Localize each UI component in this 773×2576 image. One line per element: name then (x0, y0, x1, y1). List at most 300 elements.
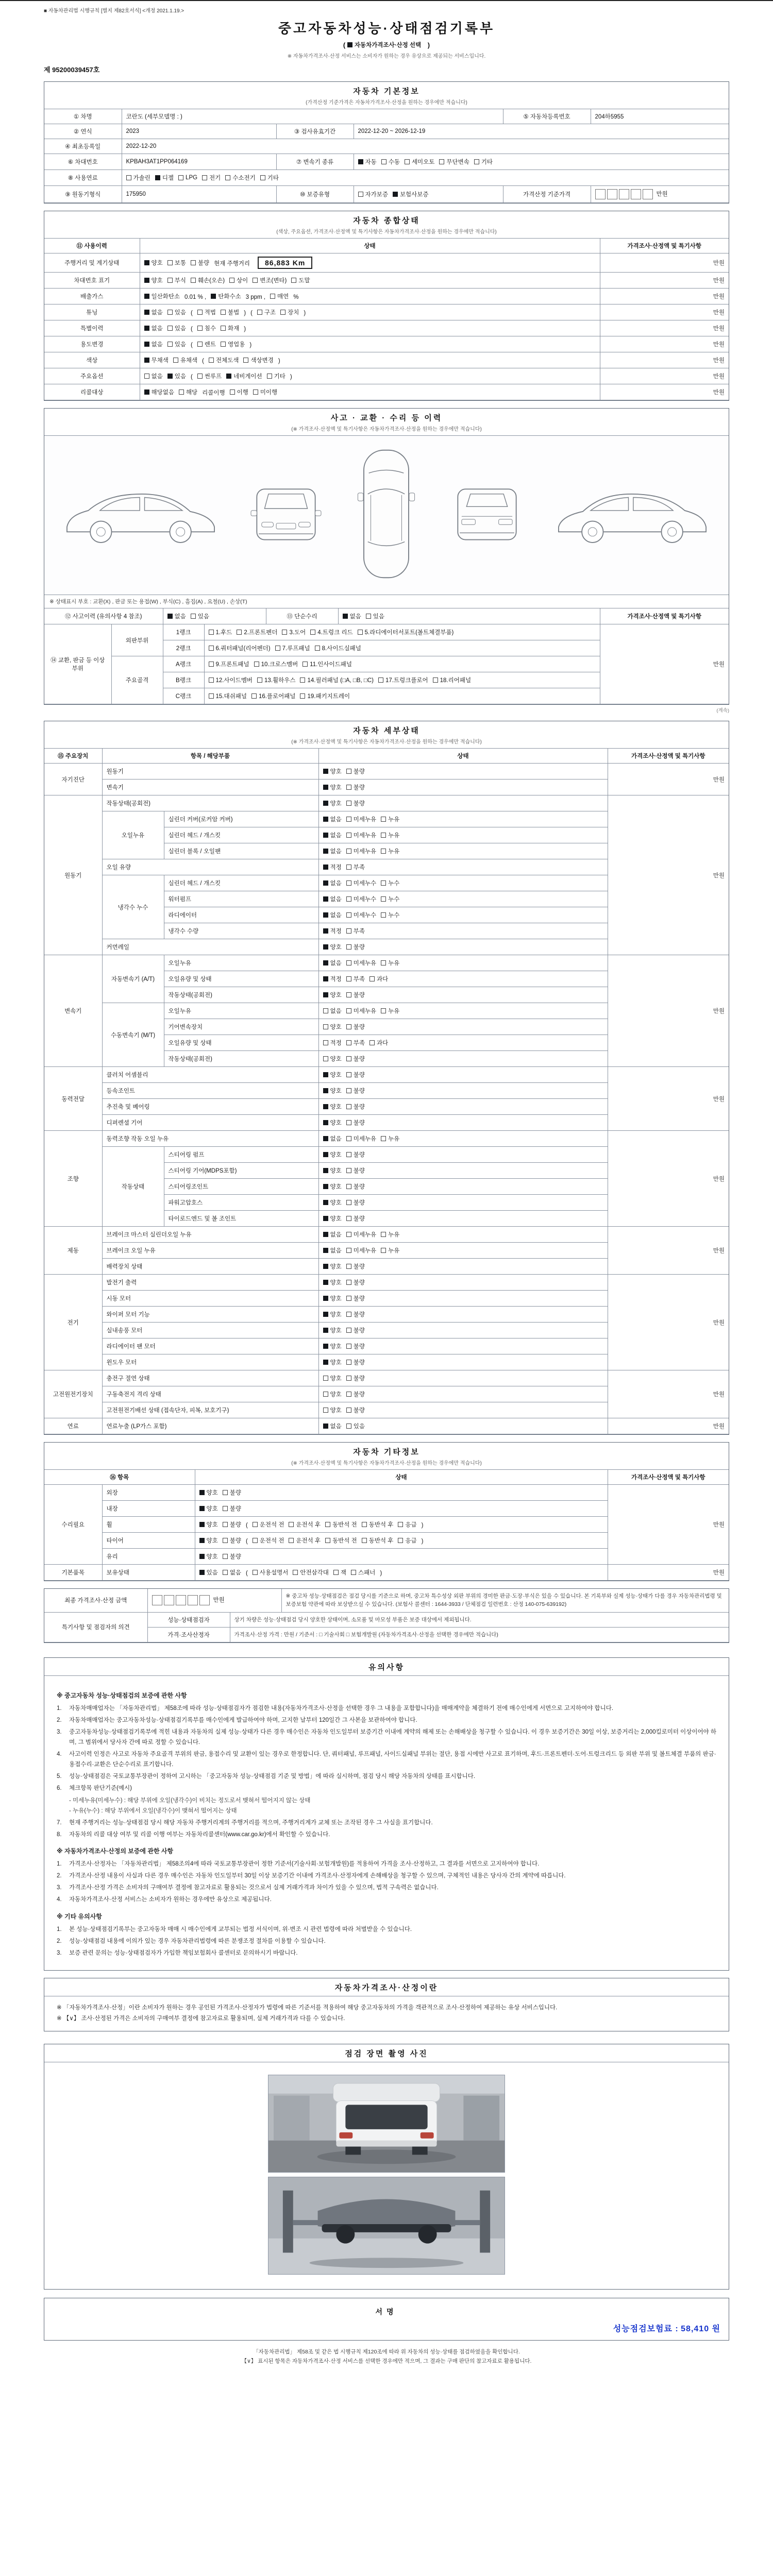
checkbox-option[interactable] (323, 991, 342, 999)
checkbox-option[interactable] (433, 676, 471, 684)
checkbox-option[interactable] (346, 1246, 376, 1255)
checkbox-option[interactable] (199, 1552, 218, 1561)
checkbox-option[interactable] (197, 324, 216, 332)
checkbox-option[interactable] (346, 847, 376, 855)
checkbox-option[interactable] (267, 372, 285, 380)
checkbox-option[interactable] (381, 1007, 399, 1015)
checkbox-option[interactable] (211, 292, 241, 300)
part-label: 브레이크 마스터 실린더오일 누유 (102, 1227, 318, 1243)
status-text: 리콜이행 (202, 390, 225, 396)
checkbox-option[interactable] (199, 1504, 218, 1513)
checkbox-option[interactable] (323, 1214, 342, 1223)
checkbox-option[interactable] (346, 1071, 365, 1079)
rank-label: 1랭크 (163, 624, 204, 640)
checkbox-option[interactable] (323, 1150, 342, 1159)
checkbox-option[interactable] (223, 1552, 241, 1561)
checkbox-option[interactable] (398, 1536, 416, 1545)
checkbox-option[interactable] (346, 959, 376, 967)
checkbox-option[interactable] (351, 1568, 375, 1577)
checkbox-option[interactable] (381, 895, 399, 903)
checkbox-option[interactable] (144, 372, 163, 380)
checkbox-option[interactable] (346, 815, 376, 823)
checkbox-option[interactable] (191, 612, 209, 620)
inspection-photo-underbody-lift (268, 2177, 505, 2275)
checkbox-option[interactable] (323, 1246, 342, 1255)
checkbox-option[interactable] (221, 340, 245, 348)
checkbox-option[interactable] (381, 847, 399, 855)
checkbox-option[interactable] (144, 356, 169, 364)
checkbox-label: 해당 (186, 389, 198, 396)
checkbox-option[interactable] (226, 372, 262, 380)
price-digit-box (643, 189, 653, 199)
checkbox-option[interactable] (378, 676, 428, 684)
checkbox-option[interactable] (243, 356, 273, 364)
checkbox-option[interactable] (323, 1007, 342, 1015)
notice-item-number: 2. (57, 1938, 62, 1944)
checkbox-option[interactable] (173, 356, 197, 364)
status-text: 0.01 % , (184, 294, 207, 300)
price-survey-select-checkbox[interactable] (347, 41, 421, 49)
checkbox-option[interactable] (199, 1536, 218, 1545)
checkbox-option[interactable] (323, 1055, 342, 1063)
checkbox-option[interactable] (167, 340, 186, 348)
checkbox-icon (346, 1392, 351, 1397)
signature-box[interactable] (44, 2298, 729, 2341)
checkbox-option[interactable] (144, 292, 180, 300)
checkbox-option[interactable] (346, 879, 376, 887)
checkbox-option[interactable] (144, 340, 163, 348)
checkbox-option[interactable] (381, 879, 399, 887)
checkbox-option[interactable] (381, 1246, 399, 1255)
checkbox-option[interactable] (323, 1422, 342, 1430)
checkbox-option[interactable] (310, 628, 352, 636)
checkbox-option[interactable] (362, 1536, 394, 1545)
checkbox-label: 17.트렁크플로어 (385, 677, 428, 684)
checkbox-option[interactable] (209, 660, 249, 668)
checkbox-option[interactable] (323, 863, 342, 871)
sub-group-label: 작동상태 (102, 1147, 164, 1227)
checkbox-option[interactable] (191, 259, 209, 267)
checkbox-option[interactable] (346, 1118, 365, 1127)
checkbox-label: 부족 (353, 865, 365, 871)
status-cell (318, 1035, 608, 1051)
checkbox-option[interactable] (253, 388, 277, 396)
checkbox-label: 양호 (206, 1554, 218, 1560)
checkbox-option[interactable] (323, 1230, 342, 1239)
car-top-view-diagram (349, 443, 424, 587)
checkbox-option[interactable] (346, 1087, 365, 1095)
checkbox-icon (381, 833, 386, 838)
checkbox-label: 도말 (298, 278, 310, 284)
checkbox-icon (346, 1136, 351, 1141)
checkbox-label: 없음 (151, 342, 163, 348)
checkbox-icon (346, 928, 351, 934)
checkbox-option[interactable] (346, 1198, 365, 1207)
status-cell (195, 1501, 608, 1517)
checkbox-label: 미세누유 (353, 833, 377, 839)
checkbox-option[interactable] (346, 1103, 365, 1111)
checkbox-label: 불량 (353, 769, 365, 775)
checkbox-option[interactable] (303, 660, 352, 668)
checkbox-icon (381, 880, 386, 886)
checkbox-option[interactable] (346, 783, 365, 791)
checkbox-option[interactable] (369, 1039, 388, 1047)
checkbox-option[interactable] (275, 644, 310, 652)
checkbox-label: 보험사보증 (399, 192, 429, 198)
checkbox-option[interactable] (381, 158, 400, 166)
checkbox-option[interactable] (323, 1358, 342, 1366)
checkbox-icon (243, 358, 248, 363)
checkbox-option[interactable] (199, 1520, 218, 1529)
checkbox-option[interactable] (323, 1039, 342, 1047)
checkbox-option[interactable] (346, 831, 376, 839)
checkbox-option[interactable] (209, 644, 271, 652)
checkbox-option[interactable] (253, 276, 287, 284)
checkbox-option[interactable] (346, 911, 376, 919)
checkbox-option[interactable] (323, 975, 342, 983)
checkbox-option[interactable] (346, 1342, 365, 1350)
checkbox-checked-icon (358, 159, 363, 164)
checkbox-option[interactable] (289, 1536, 321, 1545)
checkbox-option[interactable] (167, 259, 186, 267)
checkbox-option[interactable] (358, 158, 377, 166)
status-cell (318, 1323, 608, 1338)
checkbox-option[interactable] (323, 1406, 342, 1414)
checkbox-option[interactable] (346, 1422, 365, 1430)
checkbox-option[interactable] (346, 767, 365, 775)
status-cell (318, 1243, 608, 1259)
checkbox-option[interactable] (323, 1087, 342, 1095)
checkbox-option[interactable] (346, 1039, 365, 1047)
checkbox-label: 누유 (388, 1136, 400, 1142)
checkbox-option[interactable] (199, 1568, 218, 1577)
checkbox-label: 없음 (151, 374, 163, 380)
checkbox-option[interactable] (325, 1520, 357, 1529)
checkbox-option[interactable] (362, 1520, 394, 1529)
field-label: 배출가스 (44, 289, 140, 304)
checkbox-icon (346, 1104, 351, 1109)
checkbox-option[interactable] (144, 259, 163, 267)
checkbox-option[interactable] (381, 911, 399, 919)
status-cell (318, 971, 608, 987)
status-cell (318, 1115, 608, 1131)
checkbox-option[interactable] (323, 1182, 342, 1191)
checkbox-option[interactable] (323, 911, 342, 919)
status-cell (354, 154, 729, 170)
sub-group-label: 냉각수 누수 (102, 875, 164, 939)
checkbox-icon (346, 944, 351, 950)
notice-item-text: 가격조사·산정자는 「자동차관리법」 제58조의4에 따라 국토교통부장관이 정한 기준서(기술사회·보험개발원)를 적용하여 가격을 조사·산정하고, 그 결과를 서면으로 고지하여야 합니다. (69, 1861, 540, 1868)
checkbox-option[interactable] (167, 308, 186, 316)
checkbox-option[interactable] (209, 692, 247, 700)
checkbox-icon (197, 374, 203, 379)
checkbox-option[interactable] (300, 692, 350, 700)
checkbox-option[interactable] (155, 174, 174, 182)
checkbox-option[interactable] (346, 1182, 365, 1191)
checkbox-label: 불량 (229, 1554, 241, 1560)
checkbox-icon (346, 1312, 351, 1317)
detail-condition-table (44, 749, 729, 1434)
status-cell (140, 336, 600, 352)
checkbox-option[interactable] (323, 1023, 342, 1031)
checkbox-option[interactable] (323, 1390, 342, 1398)
checkbox-option[interactable] (282, 628, 306, 636)
checkbox-option[interactable] (323, 767, 342, 775)
checkbox-option[interactable] (346, 991, 365, 999)
checkbox-label: 양호 (330, 1216, 342, 1222)
checkbox-icon (126, 175, 131, 180)
checkbox-option[interactable] (289, 1520, 321, 1529)
checkbox-option[interactable] (323, 783, 342, 791)
notice-item (57, 1749, 716, 1770)
device-group-label: 변속기 (44, 955, 102, 1067)
checkbox-option[interactable] (300, 676, 374, 684)
checkbox-option[interactable] (126, 174, 150, 182)
checkbox-option[interactable] (346, 1294, 365, 1302)
checkbox-option[interactable] (254, 660, 298, 668)
checkbox-option[interactable] (323, 1342, 342, 1350)
checkbox-option[interactable] (323, 895, 342, 903)
checkbox-option[interactable] (202, 174, 221, 182)
checkbox-option[interactable] (346, 927, 365, 935)
checkbox-option[interactable] (346, 1326, 365, 1334)
device-group-label: 고전원전기장치 (44, 1370, 102, 1418)
checkbox-option[interactable] (323, 799, 342, 807)
price-cell: 만원 (608, 1565, 729, 1581)
checkbox-icon (323, 1392, 328, 1397)
misc-group-label: 기본품목 (44, 1565, 102, 1581)
checkbox-option[interactable] (346, 975, 365, 983)
checkbox-option[interactable] (221, 308, 239, 316)
checkbox-option[interactable] (366, 612, 384, 620)
checkbox-option[interactable] (346, 799, 365, 807)
checkbox-option[interactable] (346, 1374, 365, 1382)
checkbox-option[interactable] (346, 895, 376, 903)
checkbox-option[interactable] (323, 1118, 342, 1127)
checkbox-option[interactable] (346, 943, 365, 951)
checkbox-option[interactable] (323, 1262, 342, 1270)
checkbox-label: 없음 (229, 1570, 241, 1576)
field-label: 특기사항 및 점검자의 의견 (44, 1613, 147, 1642)
checkbox-option[interactable] (369, 975, 388, 983)
checkbox-icon (178, 175, 183, 180)
checkbox-option[interactable] (323, 1166, 342, 1175)
checkbox-option[interactable] (346, 1166, 365, 1175)
checkbox-label: 누유 (388, 1248, 400, 1254)
checkbox-option[interactable] (323, 959, 342, 967)
checkbox-option[interactable] (346, 1358, 365, 1366)
checkbox-option[interactable] (398, 1520, 416, 1529)
status-cell (140, 289, 600, 304)
checkbox-option[interactable] (323, 1294, 342, 1302)
field-value: 2022-12-20 ~ 2026-12-19 (354, 124, 729, 139)
checkbox-option[interactable] (197, 340, 216, 348)
checkbox-option[interactable] (346, 1150, 365, 1159)
checkbox-option[interactable] (199, 1488, 218, 1497)
checkbox-option[interactable] (346, 1007, 376, 1015)
checkbox-option[interactable] (237, 628, 277, 636)
checkbox-option[interactable] (346, 1023, 365, 1031)
checkbox-option[interactable] (167, 612, 186, 620)
checkbox-option[interactable] (323, 1134, 342, 1143)
checkbox-option[interactable] (381, 1134, 399, 1143)
checkbox-option[interactable] (323, 1198, 342, 1207)
checkbox-label: 불량 (353, 1184, 365, 1190)
checkbox-label: 없음 (330, 880, 342, 887)
checkbox-option[interactable] (393, 190, 429, 198)
notice-item-text: 중고자동차성능·상태점검기록부에 적힌 내용과 자동차의 실제 성능·상태가 다른 경우 매수인은 자동차 인도일부터 보증기간 이내에 계약의 해제 또는 손해배상을 청구할 수 있습니다. 이 경우 보증기간은 30일 이상, 보증거리는 2,000킬로미터 이상이어야 하며, 그 범위에서 당사자 간에 따로 정할 수 있습니다. (69, 1728, 716, 1745)
notice-item (57, 1783, 716, 1793)
checkbox-option[interactable] (167, 276, 186, 284)
checkbox-option[interactable] (381, 959, 399, 967)
checkbox-option[interactable] (323, 1310, 342, 1318)
notice-item-number: 1. (57, 1926, 62, 1933)
status-cell (195, 1517, 608, 1533)
status-cell (318, 1163, 608, 1179)
part-label: 라디에이터 (164, 907, 318, 923)
checkbox-option[interactable] (315, 644, 361, 652)
checkbox-option[interactable] (197, 308, 216, 316)
checkbox-option[interactable] (167, 324, 186, 332)
status-cell (338, 608, 600, 624)
checkbox-option[interactable] (405, 158, 434, 166)
checkbox-option[interactable] (439, 158, 469, 166)
checkbox-checked-icon (323, 1120, 328, 1125)
status-code-legend: ※ 상태표시 부호 : 교환(X) , 판금 또는 용접(W) , 부식(C) , 흠집(A) , 요철(U) , 손상(T) (44, 595, 729, 608)
checkbox-option[interactable] (167, 372, 186, 380)
checkbox-option[interactable] (225, 174, 255, 182)
checkbox-option[interactable] (223, 1536, 241, 1545)
checkbox-icon (275, 646, 280, 651)
checkbox-option[interactable] (323, 927, 342, 935)
checkbox-icon (346, 833, 351, 838)
checkbox-option[interactable] (144, 276, 163, 284)
status-text: ) (380, 1570, 382, 1577)
notice-item-text: 성능·상태점검은 국토교통부장관이 정하여 고시하는 「중고자동차 성능·상태점검 기준 및 방법」에 따라 실시하며, 점검 당시 해당 자동차의 상태를 표시합니다. (69, 1773, 476, 1780)
checkbox-checked-icon (323, 1296, 328, 1301)
checkbox-option[interactable] (191, 276, 225, 284)
checkbox-option[interactable] (144, 324, 163, 332)
checkbox-option[interactable] (323, 1326, 342, 1334)
checkbox-option[interactable] (381, 1230, 399, 1239)
checkbox-option[interactable] (323, 1103, 342, 1111)
checkbox-option[interactable] (209, 628, 232, 636)
checkbox-option[interactable] (346, 1134, 376, 1143)
notice-item (57, 1871, 716, 1881)
checkbox-option[interactable] (323, 831, 342, 839)
checkbox-option[interactable] (253, 1568, 289, 1577)
checkbox-option[interactable] (346, 863, 365, 871)
checkbox-option[interactable] (343, 612, 361, 620)
checkbox-option[interactable] (358, 190, 388, 198)
checkbox-option[interactable] (197, 372, 222, 380)
checkbox-label: 양호 (330, 1376, 342, 1382)
checkbox-checked-icon (323, 944, 328, 950)
checkbox-option[interactable] (346, 1406, 365, 1414)
checkbox-option[interactable] (178, 175, 197, 181)
checkbox-option[interactable] (280, 308, 299, 316)
checkbox-option[interactable] (323, 1278, 342, 1286)
checkbox-option[interactable] (346, 1230, 376, 1239)
checkbox-option[interactable] (270, 292, 289, 300)
checkbox-option[interactable] (223, 1504, 241, 1513)
checkbox-option[interactable] (223, 1568, 241, 1577)
footer-note-2: 【∨】 표시된 항목은 자동차가격조사·산정 서비스를 선택한 경우에만 적으며, 그 결과는 구매 판단의 참고자료로 활용됩니다. (241, 2358, 532, 2365)
checkbox-option[interactable] (209, 676, 253, 684)
checkbox-icon (346, 1040, 351, 1045)
checkbox-label: 19.패키지트레이 (307, 693, 350, 700)
status-text: ) (244, 310, 246, 316)
checkbox-option[interactable] (179, 388, 197, 396)
price-cell: 만원 (600, 253, 729, 273)
checkbox-option[interactable] (144, 308, 163, 316)
checkbox-option[interactable] (323, 1071, 342, 1079)
checkbox-icon (270, 294, 275, 299)
checkbox-option[interactable] (346, 1214, 365, 1223)
checkbox-option[interactable] (323, 1374, 342, 1382)
checkbox-icon (291, 278, 296, 283)
checkbox-option[interactable] (253, 1520, 284, 1529)
checkbox-option[interactable] (209, 356, 239, 364)
notice-item-number: 5. (57, 1773, 62, 1780)
checkbox-option[interactable] (144, 388, 174, 396)
checkbox-option[interactable] (230, 388, 248, 396)
checkbox-option[interactable] (221, 324, 239, 332)
checkbox-option[interactable] (257, 676, 295, 684)
detail-note: (※ 가격조사·산정액 및 특기사항은 자동차가격조사·산정을 원하는 경우에만 적습니다) (291, 739, 482, 745)
price-cell: 만원 (608, 1418, 729, 1434)
checkbox-icon (209, 646, 214, 651)
checkbox-option[interactable] (223, 1520, 241, 1529)
section-misc-info (44, 1442, 729, 1581)
checkbox-option[interactable] (253, 1536, 284, 1545)
checkbox-option[interactable] (323, 943, 342, 951)
status-text: ( (190, 326, 193, 332)
checkbox-option[interactable] (229, 276, 248, 284)
checkbox-option[interactable] (346, 1278, 365, 1286)
checkbox-icon (167, 260, 173, 265)
checkbox-option[interactable] (260, 174, 279, 182)
checkbox-option[interactable] (291, 276, 310, 284)
checkbox-label: 불법 (228, 310, 240, 316)
checkbox-option[interactable] (323, 879, 342, 887)
checkbox-option[interactable] (323, 847, 342, 855)
checkbox-option[interactable] (474, 158, 493, 166)
checkbox-option[interactable] (358, 628, 454, 636)
checkbox-option[interactable] (323, 815, 342, 823)
checkbox-label: 양호 (330, 992, 342, 998)
price-cell: 만원 (608, 1131, 729, 1227)
checkbox-option[interactable] (381, 815, 399, 823)
checkbox-option[interactable] (333, 1568, 346, 1577)
checkbox-option[interactable] (223, 1488, 241, 1497)
checkbox-option[interactable] (251, 692, 296, 700)
checkbox-option[interactable] (346, 1262, 365, 1270)
checkbox-option[interactable] (346, 1310, 365, 1318)
checkbox-option[interactable] (381, 831, 399, 839)
device-group-label: 동력전달 (44, 1067, 102, 1131)
checkbox-icon (346, 849, 351, 854)
checkbox-option[interactable] (257, 308, 276, 316)
checkbox-option[interactable] (325, 1536, 357, 1545)
insurance-fee-line (53, 2322, 720, 2334)
checkbox-option[interactable] (346, 1390, 365, 1398)
checkbox-label: 수동 (388, 159, 400, 165)
checkbox-label: 불량 (353, 1408, 365, 1414)
checkbox-option[interactable] (293, 1568, 329, 1577)
checkbox-icon (333, 1570, 339, 1575)
checkbox-option[interactable] (346, 1055, 365, 1063)
